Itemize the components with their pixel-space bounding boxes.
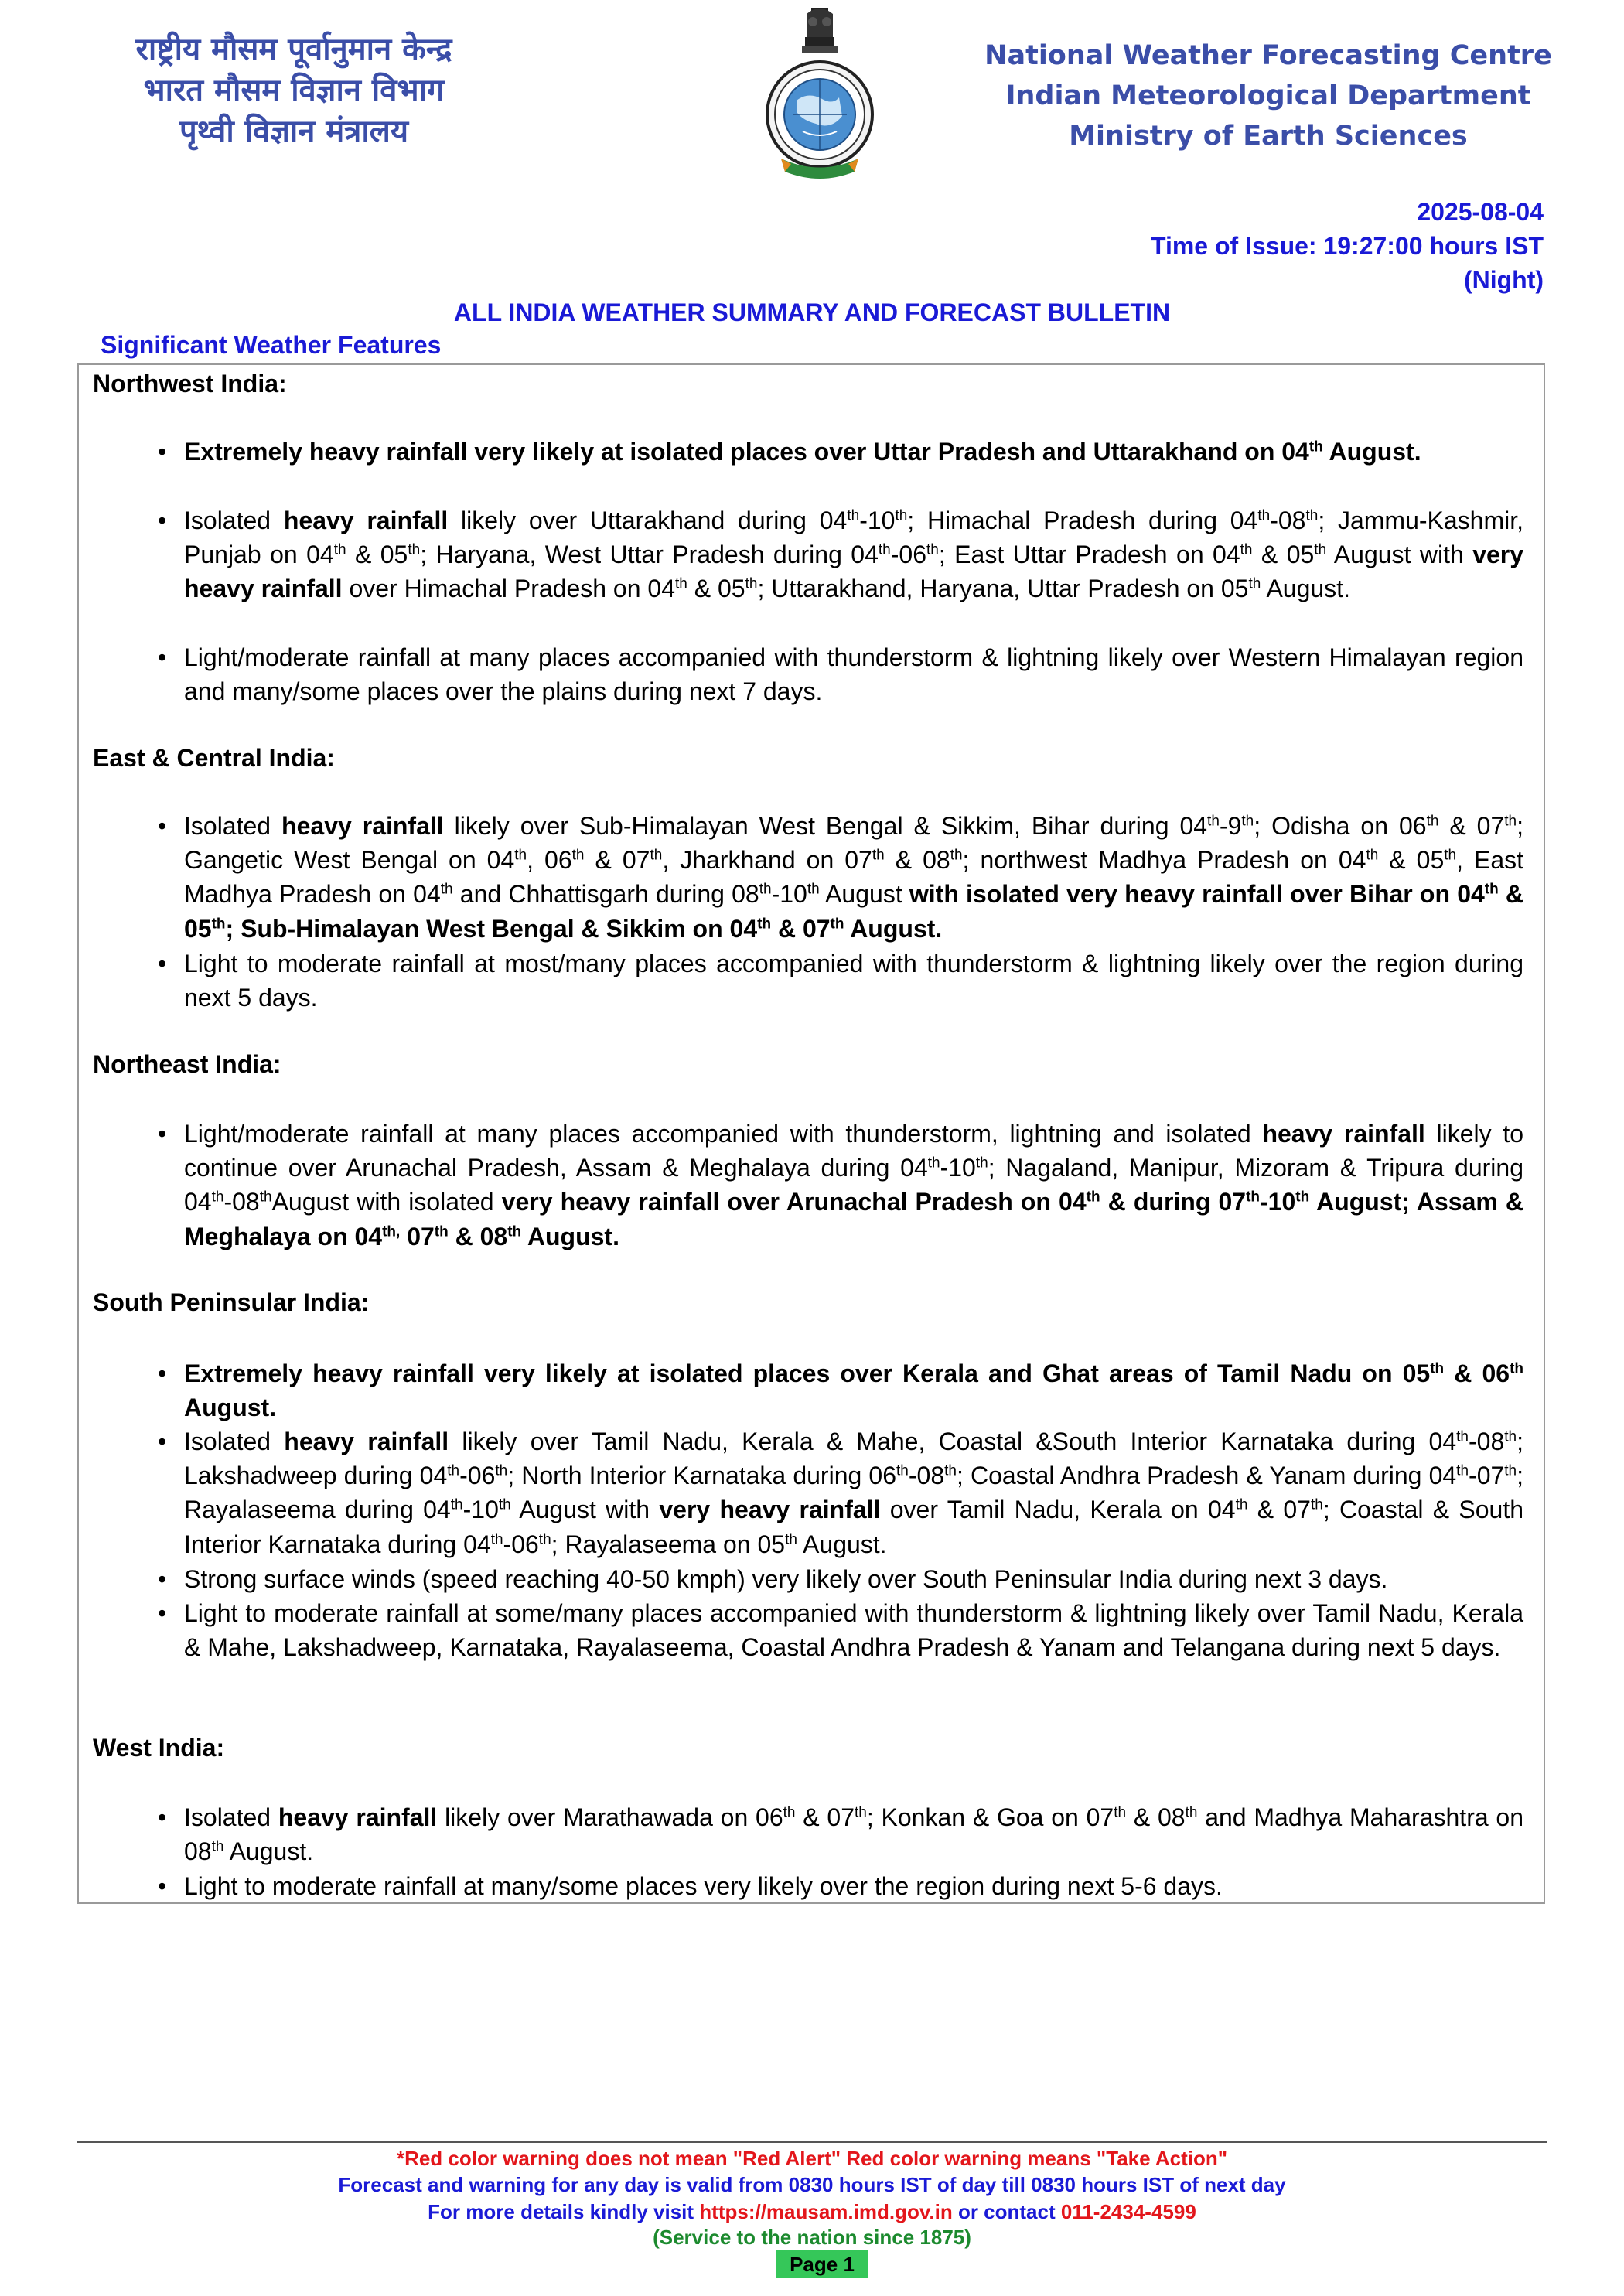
footer-contact-prefix: For more details kindly visit	[428, 2200, 700, 2223]
footer-divider	[77, 2141, 1547, 2143]
issue-info	[1151, 195, 1544, 297]
page-number-badge: Page 1	[776, 2250, 868, 2278]
footer-service-note: (Service to the nation since 1875)	[653, 2226, 971, 2249]
footer-website-link[interactable]: https://mausam.imd.gov.in	[699, 2200, 953, 2223]
header-hindi-line3: पृथ्वी विज्ञान मंत्रालय	[179, 114, 409, 149]
header-english	[967, 36, 1570, 156]
region-heading-south-peninsular: South Peninsular India:	[93, 1288, 370, 1316]
bullet-sp-3: • Strong surface winds (speed reaching 40-50 kmph) very likely over South Peninsular India during next 3 days.	[184, 1562, 1523, 1596]
bullet-nw-1: • Extremely heavy rainfall very likely at isolated places over Uttar Pradesh and Uttarakhand on 04th August.	[184, 435, 1523, 469]
bullet-ec-2: • Light to moderate rainfall at most/many places accompanied with thunderstorm & lightning likely over the region during next 5 days.	[184, 947, 1523, 1015]
bullet-w-2: • Light to moderate rainfall at many/some places very likely over the region during next 5-6 days.	[184, 1869, 1523, 1903]
header-hindi-line1: राष्ट्रीय मौसम पूर्वानुमान केन्द्र	[135, 32, 452, 67]
bullet-ne-1: • Light/moderate rainfall at many places accompanied with thunderstorm, lightning and isolated heavy rainfall likely to continue over Arunachal Pradesh, Assam & Meghalaya during 04th-10th; Nagaland, Manipur, Mizoram & Tripura during 04th-08thAugust with isolated very heavy rainfall over Arunachal Pradesh on 04th & during 07th-10th August; Assam & Meghalaya on $04^{th,}$ 07th & 08th August.	[184, 1117, 1523, 1254]
bullet-w-1: • Isolated heavy rainfall likely over Marathawada on 06th & 07th; Konkan & Goa on 07th & 08th and Madhya Maharashtra on 08th August.	[184, 1800, 1523, 1868]
section-title: Significant Weather Features	[101, 331, 442, 359]
footer-phone: 011-2434-4599	[1060, 2200, 1196, 2223]
header-hindi-line2: भारत मौसम विज्ञान विभाग	[143, 73, 445, 108]
footer-contact	[0, 2200, 1624, 2224]
header-english-line3: Ministry of Earth Sciences	[1069, 121, 1468, 152]
header-english-line2: Indian Meteorological Department	[1005, 80, 1531, 111]
imd-emblem-icon	[762, 0, 878, 186]
region-heading-northeast: Northeast India:	[93, 1050, 281, 1078]
region-heading-northwest: Northwest India:	[93, 370, 287, 397]
bullet-ec-1: • Isolated heavy rainfall likely over Sub-Himalayan West Bengal & Sikkim, Bihar during 04th-9th; Odisha on 06th & 07th; Gangetic West Bengal on 04th, 06th & 07th, Jharkhand on 07th & 08th; northwest Madhya Pradesh on 04th & 05th, East Madhya Pradesh on 04th and Chhattisgarh during 08th-10th August with isolated very heavy rainfall over Bihar on 04th & 05th; Sub-Himalayan West Bengal & Sikkim on 04th & 07th August.	[184, 809, 1523, 946]
issue-period: (Night)	[1463, 266, 1544, 294]
header-hindi	[77, 29, 510, 152]
bullet-sp-2: • Isolated heavy rainfall likely over Tamil Nadu, Kerala & Mahe, Coastal &South Interior Karnataka during 04th-08th; Lakshadweep during 04th-06th; North Interior Karnataka during 06th-08th; Coastal Andhra Pradesh & Yanam during 04th-07th; Rayalaseema during 04th-10th August with very heavy rainfall over Tamil Nadu, Kerala on 04th & 07th; Coastal & South Interior Karnataka during 04th-06th; Rayalaseema on 05th August.	[184, 1424, 1523, 1561]
footer-red-warning-note: *Red color warning does not mean "Red Alert" Red color warning means "Take Action"	[396, 2147, 1228, 2170]
issue-date: 2025-08-04	[1417, 198, 1544, 226]
header-english-line1: National Weather Forecasting Centre	[984, 40, 1552, 71]
footer-validity-note: Forecast and warning for any day is valid from 0830 hours IST of day till 0830 hours IST of next day	[338, 2173, 1286, 2196]
bullet-nw-2: • Isolated heavy rainfall likely over Uttarakhand during 04th-10th; Himachal Pradesh during 04th-08th; Jammu-Kashmir, Punjab on 04th & 05th; Haryana, West Uttar Pradesh during 04th-06th; East Uttar Pradesh on 04th & 05th August with very heavy rainfall over Himachal Pradesh on 04th & 05th; Uttarakhand, Haryana, Uttar Pradesh on 05th August.	[184, 503, 1523, 606]
footer-contact-mid: or contact	[952, 2200, 1061, 2223]
region-heading-east-central: East & Central India:	[93, 744, 335, 772]
bullet-sp-4: • Light to moderate rainfall at some/many places accompanied with thunderstorm & lightning likely over Tamil Nadu, Kerala & Mahe, Lakshadweep, Karnataka, Rayalaseema, Coastal Andhra Pradesh & Yanam and Telangana during next 5 days.	[184, 1596, 1523, 1664]
bullet-sp-1: • Extremely heavy rainfall very likely at isolated places over Kerala and Ghat areas of Tamil Nadu on 05th & 06th August.	[184, 1356, 1523, 1424]
bulletin-title: ALL INDIA WEATHER SUMMARY AND FORECAST BULLETIN	[453, 299, 1171, 326]
issue-time: Time of Issue: 19:27:00 hours IST	[1150, 232, 1544, 260]
region-heading-west: West India:	[93, 1734, 225, 1762]
bullet-nw-3: • Light/moderate rainfall at many places accompanied with thunderstorm & lightning likely over Western Himalayan region and many/some places over the plains during next 7 days.	[184, 640, 1523, 708]
